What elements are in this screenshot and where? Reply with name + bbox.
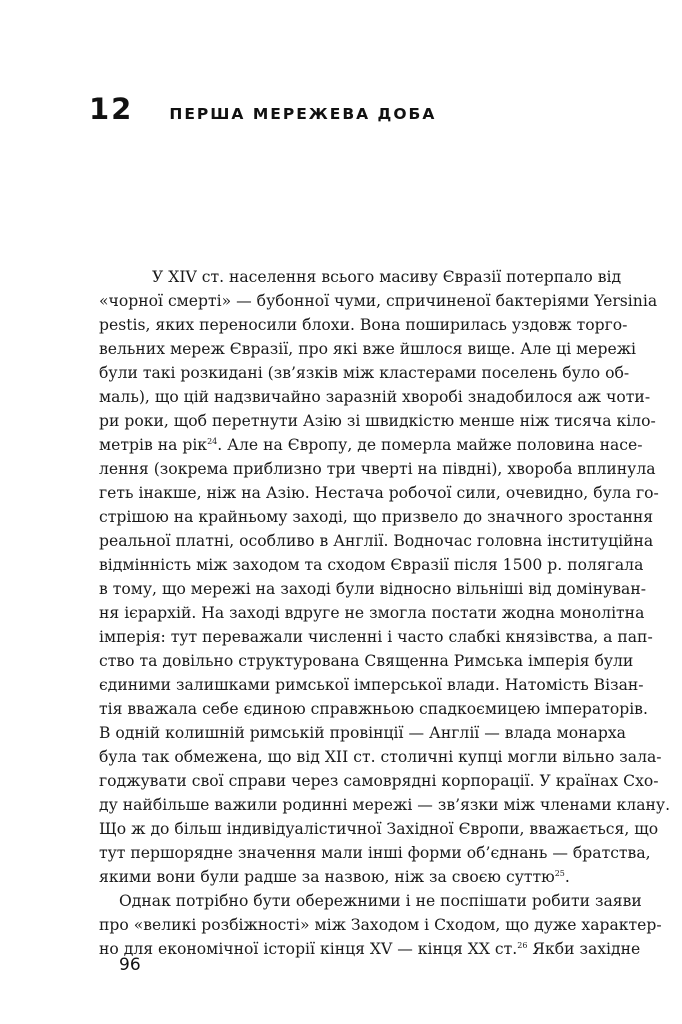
text-line xyxy=(99,337,637,361)
line-text: В одній колишній римській провінції — Англії — влада монарха xyxy=(99,724,626,742)
line-text: реальної платні, особливо в Англії. Водночас головна інституційна xyxy=(99,532,654,550)
line-text: тія вважала себе єдиною справжньою спадкоємицею імператорів. xyxy=(99,700,648,718)
line-text: відмінність між заходом та сходом Євразії після 1500 р. полягала xyxy=(99,556,644,574)
chapter-number: 12 xyxy=(89,92,134,126)
line-text: метрів на рік xyxy=(99,436,208,454)
text-line xyxy=(99,625,653,649)
text-line xyxy=(99,697,648,721)
line-text: ри роки, щоб перетнути Азію зі швидкістю менше ніж тисяча кіло- xyxy=(99,412,656,430)
body-text xyxy=(99,265,671,961)
line-text-continued: Якби західне xyxy=(527,940,641,958)
text-line xyxy=(99,889,642,913)
text-line xyxy=(99,385,651,409)
text-line xyxy=(99,457,656,481)
text-line xyxy=(99,409,656,433)
text-line xyxy=(99,265,622,289)
line-text: якими вони були радше за назвою, ніж за своєю суттю xyxy=(99,868,555,886)
text-line xyxy=(99,361,630,385)
line-text: Однак потрібно бути обережними і не поспішати робити заяви xyxy=(119,892,642,910)
text-line xyxy=(99,913,662,937)
text-line xyxy=(99,721,626,745)
line-text: «чорної смерті» — бубонної чуми, спричиненої бактеріями Yersinia xyxy=(99,292,658,310)
text-line xyxy=(99,289,658,313)
line-text: годжувати свої справи через самоврядні корпорації. У країнах Схо- xyxy=(99,772,659,790)
text-line xyxy=(99,817,659,841)
text-line xyxy=(99,313,628,337)
text-line xyxy=(99,601,645,625)
chapter-title: ПЕРША МЕРЕЖЕВА ДОБА xyxy=(169,105,437,123)
text-line xyxy=(99,505,654,529)
text-line xyxy=(99,793,671,817)
line-text-continued: . xyxy=(564,868,570,886)
text-line xyxy=(99,769,659,793)
line-text: Що ж до більш індивідуалістичної Західної Європи, вважається, що xyxy=(99,820,659,838)
line-text: ня ієрархій. На заході вдруге не змогла постати жодна монолітна xyxy=(99,604,645,622)
line-text: ство та довільно структурована Священна Римська імперія були xyxy=(99,652,634,670)
text-line xyxy=(99,529,654,553)
line-text: була так обмежена, що від XII ст. столичні купці могли вільно зала- xyxy=(99,748,662,766)
line-text: були такі розкидані (зв’язків між кластерами поселень було об- xyxy=(99,364,630,382)
text-line xyxy=(99,649,634,673)
text-line xyxy=(99,553,644,577)
line-text: но для економічної історії кінця XV — кінця XX ст. xyxy=(99,940,518,958)
chapter-header xyxy=(89,92,436,126)
line-text: лення (зокрема приблизно три чверті на півдні), хвороба вплинула xyxy=(99,460,656,478)
page-number: 96 xyxy=(119,955,141,975)
line-text: геть інакше, ніж на Азію. Нестача робочої сили, очевидно, була го- xyxy=(99,484,659,502)
line-text: ду найбільше важили родинні мережі — зв’язки між членами клану. xyxy=(99,796,671,814)
line-text: імперія: тут переважали численні і часто слабкі князівства, а пап- xyxy=(99,628,653,646)
text-line xyxy=(99,433,643,457)
line-text: pestis, яких переносили блохи. Вона поширилась уздовж торго- xyxy=(99,316,628,334)
text-line xyxy=(99,865,586,889)
line-text: маль), що цій надзвичайно заразній хворобі знадобилося аж чоти- xyxy=(99,388,651,406)
footnote-marker: 26 xyxy=(517,941,528,950)
line-text: тут першорядне значення мали інші форми об’єднань — братства, xyxy=(99,844,651,862)
footnote-marker: 25 xyxy=(554,869,565,878)
line-text: У XIV ст. населення всього масиву Євразії потерпало від xyxy=(152,268,622,286)
footnote-marker: 24 xyxy=(207,437,218,446)
text-line xyxy=(99,745,662,769)
line-text: в тому, що мережі на заході були відносно вільніші від домінуван- xyxy=(99,580,647,598)
line-text: вельних мереж Євразії, про які вже йшлося вище. Але ці мережі xyxy=(99,340,637,358)
text-line xyxy=(99,577,647,601)
text-line xyxy=(99,841,651,865)
line-text-continued: . Але на Європу, де померла майже половина насе- xyxy=(217,436,643,454)
text-line xyxy=(99,481,659,505)
line-text: стрішою на крайньому заході, що призвело до значного зростання xyxy=(99,508,654,526)
text-line xyxy=(99,673,644,697)
line-text: про «великі розбіжності» між Заходом і Сходом, що дуже характер- xyxy=(99,916,662,934)
line-text: єдиними залишками римської імперської влади. Натомість Візан- xyxy=(99,676,644,694)
text-line xyxy=(99,937,641,961)
